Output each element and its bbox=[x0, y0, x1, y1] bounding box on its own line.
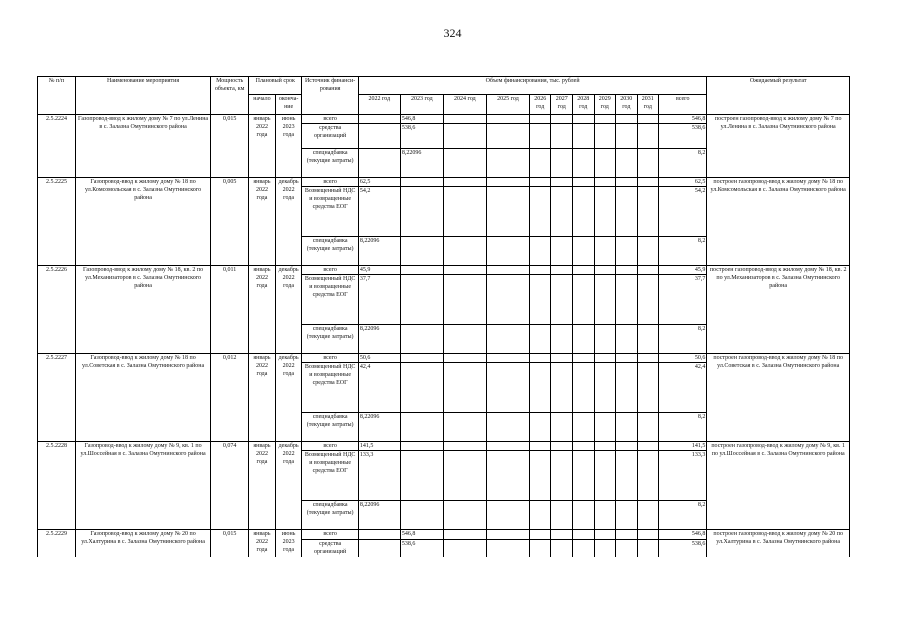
item-name: Газопровод-ввод к жилому дому № 18 по ул.Советская в с. Залазна Омутнинского района bbox=[75, 354, 210, 442]
item-result: построен газопровод-ввод к жилому дому № 7 по ул.Ленина в с. Залазна Омутнинского района bbox=[707, 115, 850, 178]
value-2022: 42,4 bbox=[358, 363, 400, 413]
item-end: декабрь 2022 года bbox=[275, 354, 302, 442]
value-2022: 8,22096 bbox=[358, 237, 400, 266]
item-source: спецнадбавка (текущие затраты) bbox=[302, 413, 358, 442]
header-year-2023: 2023 год bbox=[400, 95, 443, 115]
value-2022: 8,22096 bbox=[358, 501, 400, 530]
item-source: всего bbox=[302, 115, 358, 124]
item-source: Возмещенный НДС и возвращенные средства ЕОГ bbox=[302, 187, 358, 237]
table-row bbox=[38, 442, 850, 451]
value-2023 bbox=[400, 187, 443, 237]
item-num: 2.5.2227 bbox=[38, 354, 76, 442]
item-num: 2.5.2225 bbox=[38, 178, 76, 266]
value-2023 bbox=[400, 501, 443, 530]
value-2023 bbox=[400, 354, 443, 363]
value-2023 bbox=[400, 275, 443, 325]
header-term-start: начало bbox=[249, 95, 276, 115]
item-source: спецнадбавка (текущие затраты) bbox=[302, 149, 358, 178]
item-capacity: 0,012 bbox=[211, 354, 249, 442]
item-name: Газопровод-ввод к жилому дому № 20 по ул.Халтурина в с. Залазна Омутнинского района bbox=[75, 530, 210, 557]
value-2023 bbox=[400, 442, 443, 451]
value-2022: 141,5 bbox=[358, 442, 400, 451]
value-2022 bbox=[358, 115, 400, 124]
value-2023 bbox=[400, 178, 443, 187]
item-capacity: 0,015 bbox=[211, 115, 249, 178]
item-end: июнь 2023 года bbox=[275, 530, 302, 557]
value-total: 50,6 bbox=[659, 354, 707, 363]
table-row bbox=[38, 530, 850, 540]
item-capacity: 0,005 bbox=[211, 178, 249, 266]
item-name: Газопровод-ввод к жилому дому № 18 по ул.Комсомольская в с. Залазна Омутнинского района bbox=[75, 178, 210, 266]
value-2023 bbox=[400, 363, 443, 413]
item-source: всего bbox=[302, 442, 358, 451]
value-total: 141,5 bbox=[659, 442, 707, 451]
header-result: Ожидаемый результат bbox=[707, 77, 850, 115]
page-number: 324 bbox=[443, 26, 462, 40]
item-source: Возмещенный НДС и возвращенные средства ЕОГ bbox=[302, 451, 358, 501]
item-source: средства организаций bbox=[302, 540, 358, 557]
item-name: Газопровод-ввод к жилому дому № 18, кв. 2 по ул.Механизаторов в с. Залазна Омутнинского района bbox=[75, 266, 210, 354]
item-end: декабрь 2022 года bbox=[275, 442, 302, 530]
value-total: 8,2 bbox=[659, 325, 707, 354]
table-row bbox=[38, 178, 850, 187]
header-capacity: Мощность объекта, км bbox=[211, 77, 249, 115]
value-total: 538,6 bbox=[659, 124, 707, 149]
value-total: 546,8 bbox=[659, 530, 707, 540]
table-row bbox=[38, 354, 850, 363]
item-source: всего bbox=[302, 178, 358, 187]
value-2023: 538,6 bbox=[400, 124, 443, 149]
item-result: построен газопровод-ввод к жилому дому № 18, кв. 2 по ул.Механизаторов в с. Залазна Омутнинского района bbox=[707, 266, 850, 354]
value-2022: 50,6 bbox=[358, 354, 400, 363]
item-end: декабрь 2022 года bbox=[275, 266, 302, 354]
item-result: построен газопровод-ввод к жилому дому № 18 по ул.Советская в с. Залазна Омутнинского района bbox=[707, 354, 850, 442]
header-term-end: оконча-ние bbox=[275, 95, 302, 115]
header-year-2022: 2022 год bbox=[358, 95, 400, 115]
item-num: 2.5.2226 bbox=[38, 266, 76, 354]
item-end: июнь 2023 года bbox=[275, 115, 302, 178]
table-row bbox=[38, 266, 850, 275]
value-2023 bbox=[400, 266, 443, 275]
value-total: 42,4 bbox=[659, 363, 707, 413]
header-year-2031: 2031 год bbox=[637, 95, 659, 115]
header-year-2025: 2025 год bbox=[486, 95, 529, 115]
value-total: 133,3 bbox=[659, 451, 707, 501]
item-name: Газопровод-ввод к жилому дому № 7 по ул.Ленина в с. Залазна Омутнинского района bbox=[75, 115, 210, 178]
header-year-2029: 2029 год bbox=[594, 95, 616, 115]
funding-table bbox=[37, 76, 850, 557]
item-result: построен газопровод-ввод к жилому дому № 20 по ул.Халтурина в с. Залазна Омутнинского района bbox=[707, 530, 850, 557]
item-num: 2.5.2229 bbox=[38, 530, 76, 557]
value-2022 bbox=[358, 540, 400, 557]
item-num: 2.5.2228 bbox=[38, 442, 76, 530]
item-source: спецнадбавка (текущие затраты) bbox=[302, 237, 358, 266]
header-year-2024: 2024 год bbox=[443, 95, 486, 115]
item-name: Газопровод-ввод к жилому дому № 9, кв. 1 по ул.Шоссейная в с. Залазна Омутнинского района bbox=[75, 442, 210, 530]
value-2023 bbox=[400, 325, 443, 354]
item-start: январь 2022 года bbox=[249, 115, 276, 178]
item-source: спецнадбавка (текущие затраты) bbox=[302, 501, 358, 530]
header-num: № п/п bbox=[38, 77, 76, 115]
item-source: всего bbox=[302, 530, 358, 540]
table-row bbox=[38, 115, 850, 124]
item-start: январь 2022 года bbox=[249, 354, 276, 442]
item-source: Возмещенный НДС и возвращенные средства ЕОГ bbox=[302, 275, 358, 325]
header-year-2027: 2027 год bbox=[551, 95, 573, 115]
value-2022 bbox=[358, 149, 400, 178]
value-total: 538,6 bbox=[659, 540, 707, 557]
header-name: Наименование мероприятия bbox=[75, 77, 210, 115]
value-2022: 37,7 bbox=[358, 275, 400, 325]
item-start: январь 2022 года bbox=[249, 266, 276, 354]
item-result: построен газопровод-ввод к жилому дому № 18 по ул.Комсомольская в с. Залазна Омутнинского района bbox=[707, 178, 850, 266]
value-total: 54,2 bbox=[659, 187, 707, 237]
value-2022: 54,2 bbox=[358, 187, 400, 237]
item-start: январь 2022 года bbox=[249, 442, 276, 530]
value-total: 37,7 bbox=[659, 275, 707, 325]
item-capacity: 0,015 bbox=[211, 530, 249, 557]
header-year-2028: 2028 год bbox=[573, 95, 595, 115]
item-num: 2.5.2224 bbox=[38, 115, 76, 178]
item-source: средства организаций bbox=[302, 124, 358, 149]
header-year-2026: 2026 год bbox=[529, 95, 551, 115]
item-capacity: 0,011 bbox=[211, 266, 249, 354]
value-2023: 538,6 bbox=[400, 540, 443, 557]
item-capacity: 0,074 bbox=[211, 442, 249, 530]
value-total: 62,5 bbox=[659, 178, 707, 187]
value-total: 45,9 bbox=[659, 266, 707, 275]
value-2022: 45,9 bbox=[358, 266, 400, 275]
value-total: 8,2 bbox=[659, 413, 707, 442]
value-total: 8,2 bbox=[659, 237, 707, 266]
header-funding: Объем финансирования, тыс. рублей bbox=[358, 77, 707, 95]
value-2023: 546,8 bbox=[400, 115, 443, 124]
value-2022: 8,22096 bbox=[358, 325, 400, 354]
item-result: построен газопровод-ввод к жилому дому № 9, кв. 1 по ул.Шоссейная в с. Залазна Омутнинского района bbox=[707, 442, 850, 530]
header-year-2030: 2030 год bbox=[616, 95, 638, 115]
value-2022: 8,22096 bbox=[358, 413, 400, 442]
value-2023: 8,22096 bbox=[400, 149, 443, 178]
value-2023 bbox=[400, 413, 443, 442]
item-start: январь 2022 года bbox=[249, 530, 276, 557]
value-2023: 546,8 bbox=[400, 530, 443, 540]
item-source: Возмещенный НДС и возвращенные средства ЕОГ bbox=[302, 363, 358, 413]
item-source: спецнадбавка (текущие затраты) bbox=[302, 325, 358, 354]
header-total: всего bbox=[659, 95, 707, 115]
value-2022: 62,5 bbox=[358, 178, 400, 187]
value-2022 bbox=[358, 124, 400, 149]
value-2023 bbox=[400, 451, 443, 501]
value-total: 8,2 bbox=[659, 149, 707, 178]
header-source: Источник финанси-рования bbox=[302, 77, 358, 115]
item-end: декабрь 2022 года bbox=[275, 178, 302, 266]
value-2023 bbox=[400, 237, 443, 266]
value-total: 8,2 bbox=[659, 501, 707, 530]
value-total: 546,8 bbox=[659, 115, 707, 124]
header-term: Плановый срок bbox=[249, 77, 302, 95]
item-source: всего bbox=[302, 266, 358, 275]
item-start: январь 2022 года bbox=[249, 178, 276, 266]
item-source: всего bbox=[302, 354, 358, 363]
value-2022: 133,3 bbox=[358, 451, 400, 501]
value-2022 bbox=[358, 530, 400, 540]
